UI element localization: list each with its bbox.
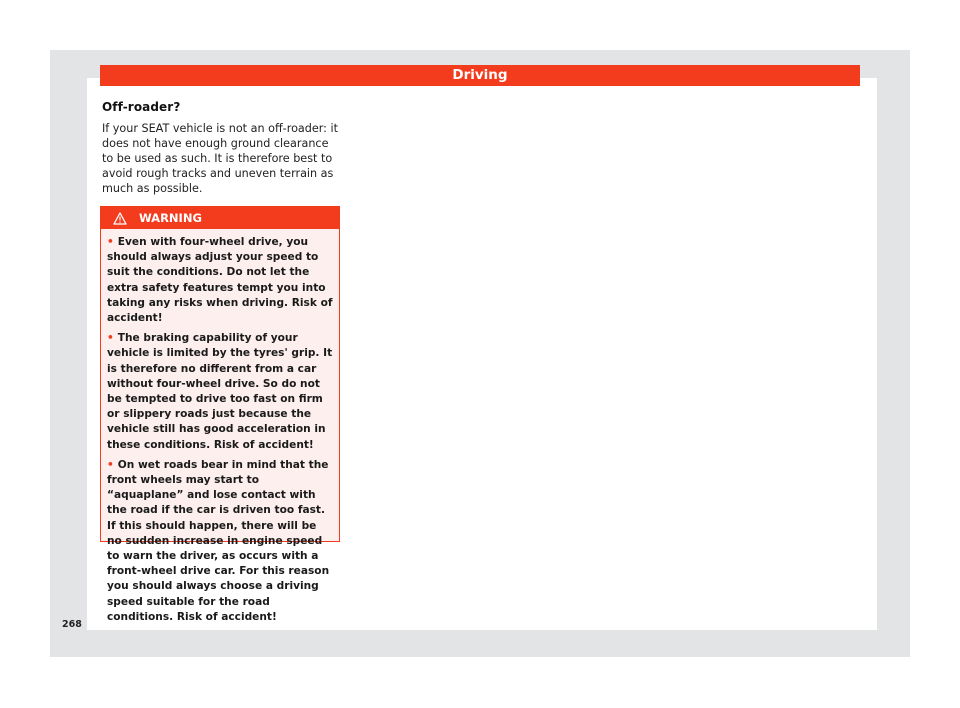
bullet-icon: • [107,458,114,471]
warning-item-text: On wet roads bear in mind that the front wheels may start to “aquaplane” and lose contact with the road if the car is driven too fast. If this should happen, there will be no sudden increase in engine speed to warn the driver, as occurs with a front-wheel drive car. For this reason you should always choose a driving speed suitable for the road conditions. Risk of accident! [107,458,330,623]
page-number: 268 [62,619,82,630]
section-title: Driving [452,67,508,83]
section-heading: Off-roader? [102,100,181,114]
warning-title: WARNING [139,211,202,225]
warning-triangle-icon [113,212,127,225]
bullet-icon: • [107,236,114,248]
warning-item-text: Even with four-wheel drive, you should always adjust your speed to suit the conditions. Do not let the extra safety features tempt you into taking any risks when driving. Risk of accident! [107,236,333,325]
body-paragraph: If your SEAT vehicle is not an off-roader: it does not have enough ground clearance to be used as such. It is therefore best to avoid rough tracks and uneven terrain as much as possible. [102,122,338,195]
warning-list [101,229,339,625]
warning-item [107,331,333,453]
bullet-icon: • [107,332,114,345]
warning-item [107,458,333,625]
section-header-bar [100,65,860,86]
warning-item-text: The braking capability of your vehicle is limited by the tyres' grip. It is therefore no different from a car without four-wheel drive. So do not be tempted to drive too fast on firm or slippery roads just because the vehicle still has good acceleration in these conditions. Risk of accident! [107,332,333,451]
warning-header [101,207,339,229]
warning-box [100,206,340,623]
warning-item [107,235,333,326]
